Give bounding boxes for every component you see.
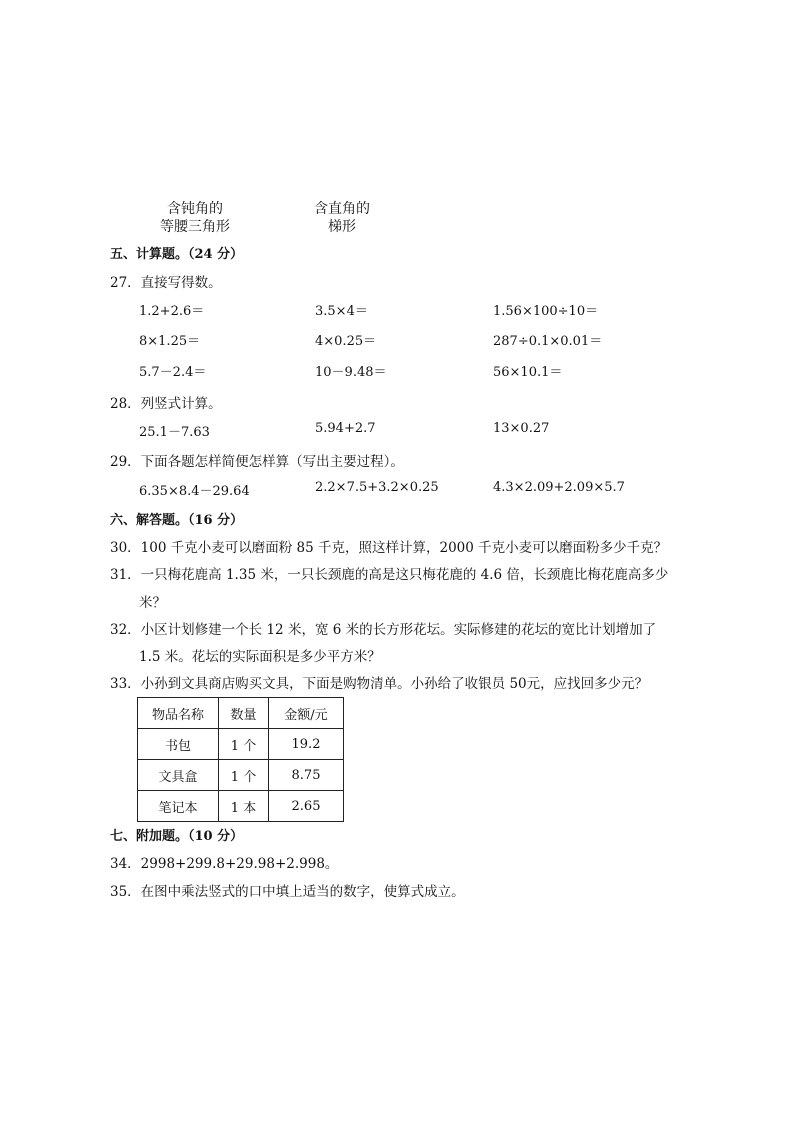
table-cell-amount: 2.65 <box>269 791 344 822</box>
q27-row-2 <box>0 330 794 350</box>
q29-title: 29．下面各题怎样简便怎样算（写出主要过程）。 <box>110 454 404 470</box>
q30-text: 30．100 千克小麦可以磨面粉 85 千克，照这样计算，2000 千克小麦可以磨面粉多少千克？ <box>110 540 668 556</box>
q28-title: 28．列竖式计算。 <box>110 396 222 412</box>
q27-r3-c2: 10－9.48＝ <box>315 365 387 380</box>
table-row <box>138 760 344 791</box>
q27-row-3 <box>0 361 794 381</box>
table-cell-item: 文具盒 <box>138 760 219 791</box>
table-cell-qty: 1 本 <box>219 791 269 822</box>
table-row <box>138 791 344 822</box>
q27-r3-c1: 5.7－2.4＝ <box>139 365 207 380</box>
q27-r1-c2: 3.5×4＝ <box>315 304 368 319</box>
q34-text: 34．2998+299.8+29.98+2.998。 <box>110 856 339 872</box>
q28-row <box>0 421 794 441</box>
q27-row-1 <box>0 300 794 320</box>
table-row <box>138 729 344 760</box>
q27-r3-c3: 56×10.1＝ <box>493 365 563 380</box>
table-cell-item: 笔记本 <box>138 791 219 822</box>
q32-text-line1: 32．小区计划修建一个长 12 米，宽 6 米的长方形花坛。实际修建的花坛的宽比计划增加了 <box>110 622 657 638</box>
section5-heading: 五、计算题。（24 分） <box>110 247 244 262</box>
shopping-list-table <box>137 697 344 822</box>
table-header-amount: 金额/元 <box>269 698 344 729</box>
q28-item-2: 5.94+2.7 <box>315 421 376 436</box>
q35-text: 35．在图中乘法竖式的口中填上适当的数字，使算式成立。 <box>110 884 465 900</box>
q33-text: 33．小孙到文具商店购买文具，下面是购物清单。小孙给了收银员 50元，应找回多少元？ <box>110 676 649 692</box>
table-cell-qty: 1 个 <box>219 729 269 760</box>
table-cell-qty: 1 个 <box>219 760 269 791</box>
caption-right-line1: 含直角的 <box>314 201 370 217</box>
q29-row <box>0 480 794 500</box>
q32-text-line2: 1.5 米。花坛的实际面积是多少平方米？ <box>139 649 381 665</box>
q27-r1-c3: 1.56×100÷10＝ <box>493 304 599 319</box>
table-cell-amount: 8.75 <box>269 760 344 791</box>
table-cell-item: 书包 <box>138 729 219 760</box>
q27-r2-c3: 287÷0.1×0.01＝ <box>493 334 603 349</box>
caption-right-line2: 梯形 <box>328 219 356 235</box>
section7-heading: 七、附加题。（10 分） <box>110 829 244 844</box>
q31-text-line2: 米？ <box>139 595 166 611</box>
table-header-item: 物品名称 <box>138 698 219 729</box>
q27-r2-c1: 8×1.25＝ <box>139 334 201 349</box>
q28-item-1: 25.1－7.63 <box>139 425 210 440</box>
q27-r1-c1: 1.2+2.6＝ <box>139 304 205 319</box>
caption-obtuse-isosceles <box>150 200 240 236</box>
q29-item-3: 4.3×2.09+2.09×5.7 <box>493 480 625 495</box>
q29-item-2: 2.2×7.5+3.2×0.25 <box>315 480 439 495</box>
caption-right-trapezoid <box>297 200 387 236</box>
q28-item-3: 13×0.27 <box>493 421 550 436</box>
table-cell-amount: 19.2 <box>269 729 344 760</box>
q27-r2-c2: 4×0.25＝ <box>315 334 377 349</box>
caption-left-line1: 含钝角的 <box>167 201 223 217</box>
caption-left-line2: 等腰三角形 <box>160 219 230 235</box>
q29-item-1: 6.35×8.4－29.64 <box>139 484 250 499</box>
table-header-qty: 数量 <box>219 698 269 729</box>
section6-heading: 六、解答题。（16 分） <box>110 513 244 528</box>
table-header-row <box>138 698 344 729</box>
q27-title: 27．直接写得数。 <box>110 275 222 291</box>
q31-text-line1: 31．一只梅花鹿高 1.35 米，一只长颈鹿的高是这只梅花鹿的 4.6 倍，长颈鹿比梅花鹿高多少 <box>110 567 669 583</box>
